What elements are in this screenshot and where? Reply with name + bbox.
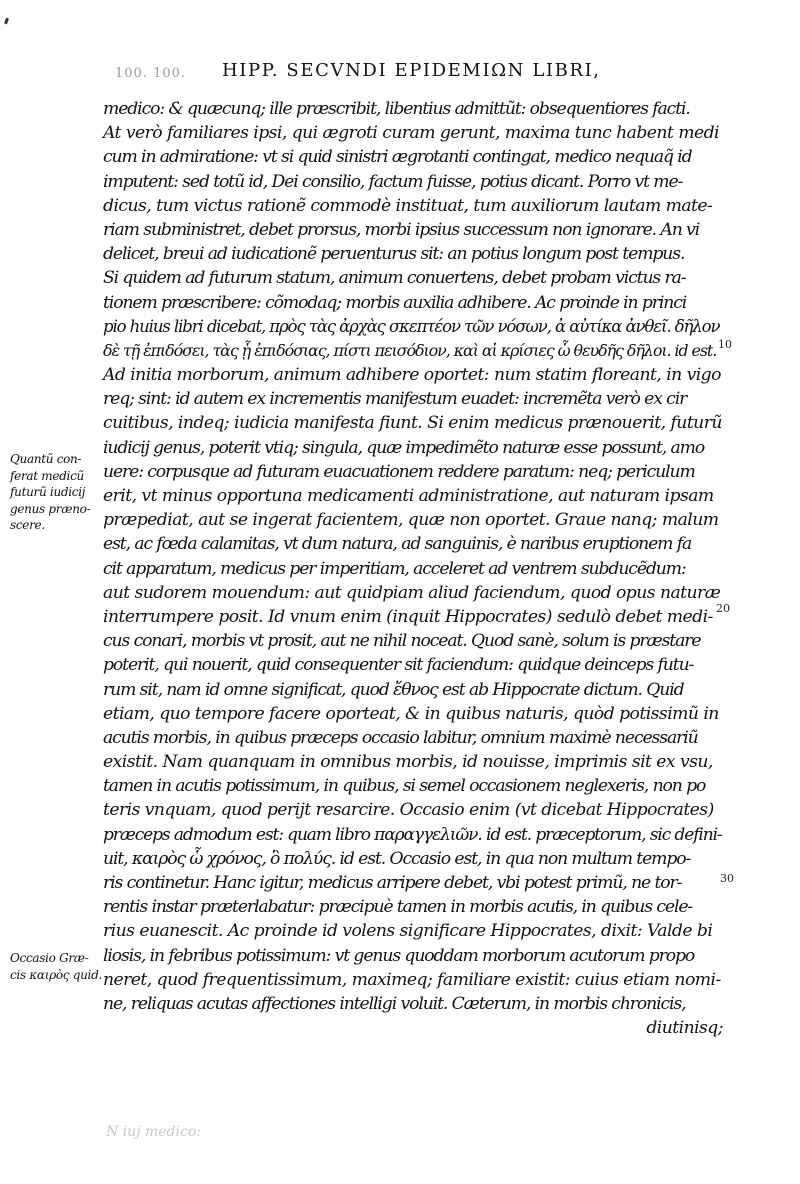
margin-note-occasio [10, 950, 102, 983]
text-line: neret, quod frequentissimum, maximeq; familiare existit: cuius etiam nomi- [103, 969, 721, 990]
bleed-through-text: N iuj medico: [106, 1124, 201, 1140]
main-text-block [103, 97, 723, 1040]
text-line: Si quidem ad futurum statum, animum conuertens, debet probam victus ra- [103, 268, 686, 289]
text-line: liosis, in febribus potissimum: vt genus quoddam morborum acutorum propo [103, 945, 695, 966]
text-line: iudicij genus, poterit vtiq; singula, quæ impedimẽto naturæ esse possunt, amo [103, 437, 705, 458]
greek-text-line: δὲ τῇ ἐπιδόσει, τὰς ᾗ ἐπιδόσιας, πίστι πεισόδιον, καὶ αἱ κρίσιες ὧ θευδῆς δῆλοι. id est. [103, 340, 717, 360]
text-line: poterit, qui nouerit, quid consequenter sit faciendum: quidque deinceps futu- [103, 655, 694, 676]
text-line: etiam, quo tempore facere oporteat, & in quibus naturis, quòd potissimũ in [103, 703, 719, 724]
text-line: req; sint: id autem ex incrementis manifestum euadet: incremẽta verò ex cir [103, 389, 687, 410]
text-line: interrumpere posit. Id vnum enim (inquit Hippocrates) sedulò debet medi- [103, 606, 713, 627]
text-line: riam subministret, debet prorsus, morbi ipsius successum non ignorare. An vi [103, 219, 700, 240]
running-head [105, 58, 725, 88]
text-line: Ad initia morborum, animum adhibere oportet: num statim floreant, in vigo [103, 365, 721, 386]
text-line: rius euanescit. Ac proinde id volens significare Hippocrates, dixit: Valde bi [103, 921, 713, 942]
margin-note-forecast [10, 451, 90, 534]
corner-mark [4, 18, 9, 25]
line-number-10: 10 [718, 338, 732, 351]
text-line: At verò familiares ipsi, qui ægroti curam gerunt, maxima tunc habent medi [103, 123, 719, 144]
text-line: ne, reliquas acutas affectiones intelligi voluit. Cæterum, in morbis chronicis, [103, 993, 686, 1014]
text-line: est, ac fœda calamitas, vt dum natura, ad sanguinis, è naribus eruptionem fa [103, 534, 692, 555]
text-line: imputent: sed totũ id, Dei consilio, factum fuisse, potius dicant. Porro vt me- [103, 171, 683, 192]
text-line: rum sit, nam id omne significat, quod ἔθνος est ab Hippocrate dictum. Quid [103, 679, 684, 700]
margin-note-line: genus præno- [10, 501, 91, 516]
running-title: HIPP. SECVNDI EPIDEMIΩN LIBRI, [222, 60, 601, 81]
line-number-30: 30 [720, 872, 734, 885]
text-line: præpediat, aut se ingerat facientem, quæ non oportet. Graue nanq; malum [103, 510, 719, 531]
text-line: cit apparatum, medicus per imperitiam, acceleret ad ventrem subducẽdum: [103, 558, 686, 579]
margin-note-line: scere. [10, 518, 45, 532]
folio-number: 100. 100. [115, 66, 187, 81]
text-line: delicet, breui ad iudicationẽ peruenturus sit: an potius longum post tempus. [103, 244, 685, 265]
text-line: tionem præscribere: cõmodaq; morbis auxilia adhibere. Ac proinde in princi [103, 292, 687, 313]
text-line: aut sudorem mouendum: aut quidpiam aliud faciendum, quod opus naturæ [103, 582, 721, 603]
text-line: uit, καιρὸς ὧ χρόνος, ὃ πολύς. id est. Occasio est, in qua non multum tempo- [103, 848, 691, 869]
text-line: tamen in acutis potissimum, in quibus, si semel occasionem neglexeris, non po [103, 776, 706, 797]
text-line: ris continetur. Hanc igitur, medicus arripere debet, vbi potest primũ, ne tor- [103, 873, 682, 893]
text-line: medico: & quæcunq; ille præscribit, libentius admittũt: obsequentiores facti. [103, 99, 690, 119]
margin-note-line: cis καιρὸς quid. [10, 967, 102, 982]
margin-note-line: ferat medicũ [10, 468, 84, 483]
text-line: cuitibus, indeq; iudicia manifesta fiunt. Si enim medicus prænouerit, futurũ [103, 413, 722, 434]
text-line: uere: corpusque ad futuram euacuationem reddere paratum: neq; periculum [103, 461, 695, 482]
text-line: existit. Nam quanquam in omnibus morbis, id nouisse, imprimis sit ex vsu, [103, 752, 713, 773]
text-line: teris vnquam, quod perijt resarcire. Occasio enim (vt dicebat Hippocrates) [103, 800, 714, 821]
text-line: erit, vt minus opportuna medicamenti administratione, aut naturam ipsam [103, 486, 714, 506]
text-line: rentis instar præterlabatur: præcipuè tamen in morbis acutis, in quibus cele- [103, 897, 693, 918]
catchword-line: diutinisq; [646, 1018, 723, 1039]
greek-text-line: pio huius libri dicebat, πρὸς τὰς ἀρχὰς σκεπτέον τῶν νόσων, ἀ αὐτίκα ἀνθεῖ. δῆλον [103, 316, 720, 336]
text-line: cum in admiratione: vt si quid sinistri ægrotanti contingat, medico nequaq̃ id [103, 147, 692, 168]
line-number-20: 20 [716, 602, 730, 615]
text-line: acutis morbis, in quibus præceps occasio labitur, omnium maximè necessariũ [103, 727, 698, 748]
text-line: præceps admodum est: quam libro παραγγελιῶν. id est. præceptorum, sic defini- [103, 824, 722, 845]
margin-note-line: Quantũ con- [10, 452, 82, 466]
text-line: cus conari, morbis vt prosit, aut ne nihil noceat. Quod sanè, solum is præstare [103, 631, 701, 652]
margin-note-line: Occasio Græ- [10, 951, 89, 965]
text-line: dicus, tum victus rationẽ commodè instituat, tum auxiliorum lautam mate- [103, 195, 713, 216]
margin-note-line: futurũ iudicij [10, 485, 86, 499]
